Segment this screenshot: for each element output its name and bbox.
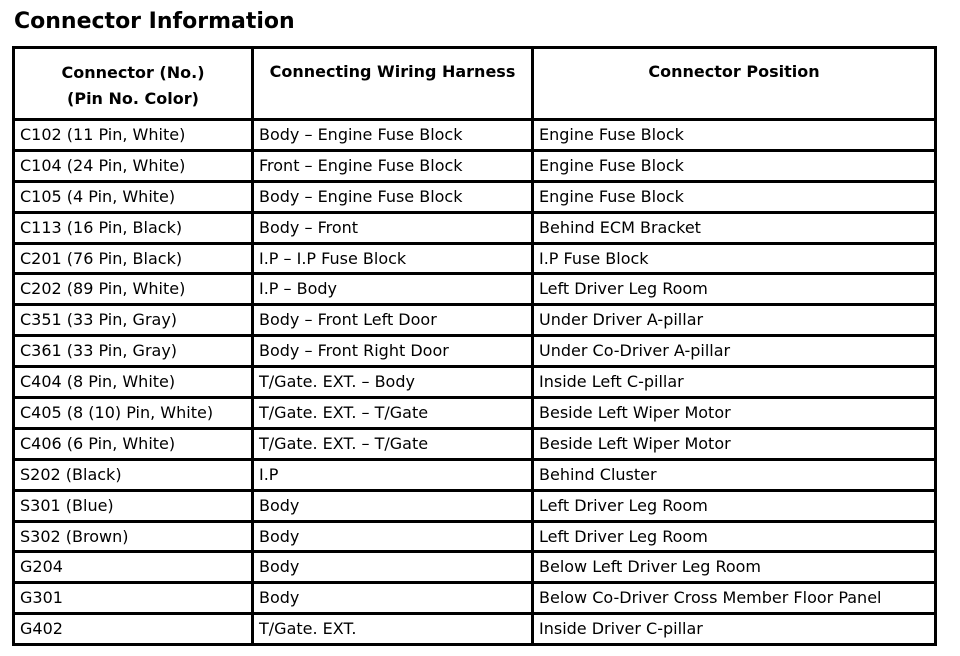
- cell-harness: I.P – Body: [253, 274, 533, 305]
- cell-position: Engine Fuse Block: [533, 181, 936, 212]
- table-row: [14, 367, 936, 398]
- cell-connector: C201 (76 Pin, Black): [14, 243, 253, 274]
- header-harness: Connecting Wiring Harness: [253, 48, 533, 120]
- cell-connector: C202 (89 Pin, White): [14, 274, 253, 305]
- cell-position: Inside Driver C-pillar: [533, 614, 936, 645]
- cell-harness: I.P: [253, 459, 533, 490]
- cell-harness: Front – Engine Fuse Block: [253, 150, 533, 181]
- cell-position: Beside Left Wiper Motor: [533, 398, 936, 429]
- cell-connector: C404 (8 Pin, White): [14, 367, 253, 398]
- cell-connector: S301 (Blue): [14, 490, 253, 521]
- cell-connector: C113 (16 Pin, Black): [14, 212, 253, 243]
- cell-connector: S302 (Brown): [14, 521, 253, 552]
- table-row: [14, 336, 936, 367]
- cell-harness: Body: [253, 490, 533, 521]
- cell-harness: Body – Front Right Door: [253, 336, 533, 367]
- table-row: [14, 552, 936, 583]
- cell-connector: C406 (6 Pin, White): [14, 428, 253, 459]
- cell-connector: G402: [14, 614, 253, 645]
- cell-position: Left Driver Leg Room: [533, 521, 936, 552]
- cell-connector: C102 (11 Pin, White): [14, 120, 253, 151]
- cell-position: Engine Fuse Block: [533, 150, 936, 181]
- table-row: [14, 490, 936, 521]
- page-title: Connector Information: [14, 9, 295, 34]
- cell-harness: Body: [253, 552, 533, 583]
- cell-position: Behind Cluster: [533, 459, 936, 490]
- cell-position: Engine Fuse Block: [533, 120, 936, 151]
- table-row: [14, 181, 936, 212]
- cell-connector: C105 (4 Pin, White): [14, 181, 253, 212]
- table-row: [14, 459, 936, 490]
- cell-harness: Body – Engine Fuse Block: [253, 181, 533, 212]
- cell-connector: C361 (33 Pin, Gray): [14, 336, 253, 367]
- table-header-row: [14, 48, 936, 120]
- cell-connector: C405 (8 (10) Pin, White): [14, 398, 253, 429]
- table-row: [14, 120, 936, 151]
- table-row: [14, 150, 936, 181]
- cell-harness: Body: [253, 583, 533, 614]
- cell-connector: C104 (24 Pin, White): [14, 150, 253, 181]
- table-row: [14, 274, 936, 305]
- cell-position: Left Driver Leg Room: [533, 274, 936, 305]
- cell-harness: Body – Front: [253, 212, 533, 243]
- table-row: [14, 428, 936, 459]
- cell-position: Below Co-Driver Cross Member Floor Panel: [533, 583, 936, 614]
- cell-harness: T/Gate. EXT. – T/Gate: [253, 398, 533, 429]
- cell-harness: Body: [253, 521, 533, 552]
- cell-connector: C351 (33 Pin, Gray): [14, 305, 253, 336]
- cell-harness: T/Gate. EXT.: [253, 614, 533, 645]
- cell-position: I.P Fuse Block: [533, 243, 936, 274]
- cell-position: Left Driver Leg Room: [533, 490, 936, 521]
- table-row: [14, 243, 936, 274]
- cell-harness: I.P – I.P Fuse Block: [253, 243, 533, 274]
- table-row: [14, 521, 936, 552]
- cell-connector: G301: [14, 583, 253, 614]
- header-position: Connector Position: [533, 48, 936, 120]
- cell-connector: G204: [14, 552, 253, 583]
- cell-harness: Body – Front Left Door: [253, 305, 533, 336]
- cell-harness: T/Gate. EXT. – T/Gate: [253, 428, 533, 459]
- table-row: [14, 212, 936, 243]
- connector-table: [12, 46, 937, 646]
- cell-connector: S202 (Black): [14, 459, 253, 490]
- cell-position: Behind ECM Bracket: [533, 212, 936, 243]
- cell-position: Under Driver A-pillar: [533, 305, 936, 336]
- cell-position: Beside Left Wiper Motor: [533, 428, 936, 459]
- cell-position: Inside Left C-pillar: [533, 367, 936, 398]
- cell-harness: Body – Engine Fuse Block: [253, 120, 533, 151]
- cell-position: Under Co-Driver A-pillar: [533, 336, 936, 367]
- table-row: [14, 398, 936, 429]
- table-row: [14, 614, 936, 645]
- table-row: [14, 305, 936, 336]
- header-connector: [14, 48, 253, 120]
- header-connector-line1: Connector (No.): [61, 63, 205, 82]
- table-row: [14, 583, 936, 614]
- header-connector-line2: (Pin No. Color): [67, 89, 199, 108]
- cell-harness: T/Gate. EXT. – Body: [253, 367, 533, 398]
- cell-position: Below Left Driver Leg Room: [533, 552, 936, 583]
